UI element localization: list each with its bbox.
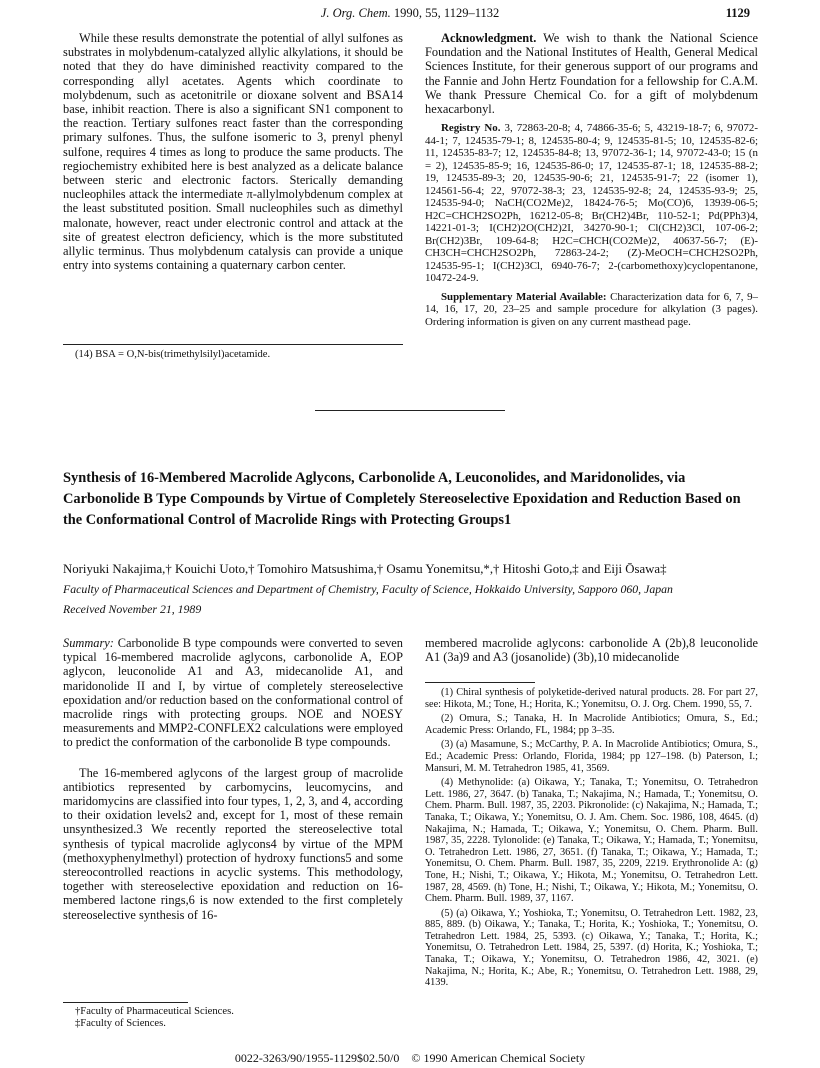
references-list [425,687,758,992]
article-code: 0022-3263/90/1955-1129$02.50/0 [234,1051,400,1065]
bottom-left-column [63,636,403,922]
supplementary-material [425,291,758,329]
reference-item: (1) Chiral synthesis of polyketide-derived natural products. 28. For part 27, see: Hikota, M.; Tone, H.; Horita, K.; Yonemitsu, O. J. Org. Chem. 1990, 55, 7. [425,687,758,710]
running-header [0,6,820,21]
affiliation-footnotes [63,1006,403,1030]
acknowledgment [425,31,758,116]
reference-item: (5) (a) Oikawa, Y.; Yoshioka, T.; Yonemitsu, O. Tetrahedron Lett. 1982, 23, 885, 889. (b) Oikawa, Y.; Tanaka, T.; Horita, K.; Yoshioka, T.; Yonemitsu, O. Tetrahedron Lett. 1984, 25, 5393. (c) Oikawa, Y.; Tanaka, T.; Horita, K.; Yonemitsu, O. Tetrahedron Lett. 1984, 25, 5397. (d) Horita, K.; Yoshioka, T.; Tanaka, T.; Oikawa, Y.; Yonemitsu, O. Tetrahedron 1986, 42, 3021. (e) Nakajima, N.; Horita, K.; Abe, R.; Yonemitsu, O. Tetrahedron Lett. 1988, 29, 4139. [425,907,758,989]
page-footer [0,1051,820,1066]
body-paragraph: While these results demonstrate the potential of allyl sulfones as substrates in molybdenum-catalyzed allylic alkylations, it should be noted that they do have diminished reactivity compared to the corresponding allyl acetates. Agents which coordinate to molybdenum, such as acetonitrile or dioxane solvent and BSA14 base, inhibit reaction. There is also a significant SN1 component to the reaction. Tertiary sulfones react faster than the corresponding primary sulfones. Thus, the sulfone isomeric to 3, prenyl phenyl sulfone, requires 4 times as long to produce the same products. The regiochemistry exhibited here is best analyzed as a delicate balance between steric and electronic factors. Sterically demanding nucleophiles attack the intermediate π-allylmolybdenum complex at the least substituted position. Small nucleophiles such as dimethyl malonate, however, react under electronic control and attack at the site of greatest electron deficiency, which is the more substituted allylic terminus. Thus molybdenum catalysis can provide a unique entry into systems containing a quaternary carbon center. [63,31,403,273]
article-separator [315,410,505,411]
footnote-dagger: †Faculty of Pharmaceutical Sciences. [75,1006,234,1017]
summary [63,636,403,750]
bottom-right-column [425,636,758,664]
top-right-column [425,31,758,328]
affiliation: Faculty of Pharmaceutical Sciences and Department of Chemistry, Faculty of Science, Hokkaido University, Sapporo 060, Japan [63,582,673,596]
journal-citation: 1990, 55, 1129–1132 [393,6,500,20]
registry-numbers [425,122,758,285]
copyright: © 1990 American Chemical Society [411,1051,586,1065]
affiliation-footnote-rule [63,1002,188,1003]
reference-item: (3) (a) Masamune, S.; McCarthy, P. A. In Macrolide Antibiotics; Omura, S., Ed.; Academic Press: Orlando, Florida, 1984; pp 127–198. (b) Paterson, I.; Mansuri, M. M. Tetrahedron 1985, 41, 3569. [425,739,758,774]
footnote-double-dagger: ‡Faculty of Sciences. [75,1018,166,1030]
acknowledgment-text: We wish to thank the National Science Foundation and the National Institutes of Health, General Medical Sciences Institute, for their generous support of our programs and the Fannie and John Hertz Foundation for a fellowship for C.A.M. We thank Pressure Chemical Co. for a gift of molybdenum hexacarbonyl. [425,31,758,117]
article-title: Synthesis of 16-Membered Macrolide Aglycons, Carbonolide A, Leuconolides, and Maridonolides, via Carbonolide B Type Compounds by Virtue of Completely Stereoselective Epoxidation and Reduction Based on the Conformational Control of Macrolide Rings with Protecting Groups1 [63,470,741,528]
top-left-column [63,31,403,272]
registry-heading: Registry No. [441,122,501,135]
acknowledgment-heading: Acknowledgment. [441,31,537,45]
summary-heading: Summary: [63,636,114,650]
introduction-paragraph: The 16-membered aglycons of the largest group of macrolide antibiotics represented by carbomycins, leucomycins, and maridomycins are classified into four types, 1, 2, 3, and 4, according to their oxidation levels2 and, except for 1, most of these remain unsynthesized.3 We recently reported the stereoselective total synthesis of typical macrolide aglycons4 by virtue of the MPM (methoxyphenylmethyl) protection of hydroxy functions5 and some stereocontrolled reactions in acyclic systems. This methodology, together with stereoselective epoxidation and reduction on 16-membered lactone rings,6 is now extended to the first completely stereoselective synthesis of 16- [63,765,403,922]
authors: Noriyuki Nakajima,† Kouichi Uoto,† Tomohiro Matsushima,† Osamu Yonemitsu,*,† Hitoshi Goto,‡ and Eiji Ōsawa‡ [63,562,667,576]
footnote-rule [63,344,403,345]
summary-text: Carbonolide B type compounds were converted to seven typical 16-membered macrolide aglycons, carbonolide A, EOP aglycon, leuconolide A1 and A3, midecanolide A1, and maridonolide II and I, by virtue of completely stereoselective epoxidation and/or reduction based on the conformational control of macrolide rings with protecting groups. NOE and NOESY measurements and MMP2-CONFLEX2 calculations were employed to predict the conformation of the carbonolide B type compounds. [63,636,403,750]
registry-text: 3, 72863-20-8; 4, 74866-35-6; 5, 43219-18-7; 6, 97072-44-1; 7, 124535-79-1; 8, 124535-80-4; 9, 124535-81-5; 10, 124535-82-6; 11, 124535-83-7; 12, 124535-84-8; 13, 97072-36-1; 14, 97072-43-0; 15 (n = 2), 124535-85-9; 16, 124535-86-0; 17, 124535-87-1; 18, 124535-88-2; 19, 124535-89-3; 20, 124535-90-6; 21, 124535-91-7; 22 (isomer 1), 124561-56-4; 22, 97072-38-3; 23, 124535-92-8; 24, 124535-93-9; 25, 124535-94-0; NaCH(CO2Me)2, 18424-76-5; Mo(CO)6, 13939-06-5; H2C=CHCH2SO2Ph, 16212-05-8; Br(CH2)4Br, 110-52-1; Pd(PPh3)4, 14221-01-3; I(CH2)2O(CH2)2I, 34270-90-1; Cl(CH2)3Cl, 107-06-2; Br(CH2)3Br, 109-64-8; H2C=CHCH(CO2Me)2, 40637-56-7; (E)-CH3CH=CHCH2SO2Ph, 72863-24-2; (Z)-MeOCH=CHCH2SO2Ph, 124535-95-1; I(CH2)3Cl, 6940-76-7; 2-(carbomethoxy)cyclopentanone, 10472-24-9. [425,122,759,285]
reference-item: (2) Omura, S.; Tanaka, H. In Macrolide Antibiotics; Omura, S., Ed.; Academic Press: Orlando, FL, 1984; pp 3–35. [425,713,758,736]
supplementary-heading: Supplementary Material Available: [441,290,607,303]
received-date: Received November 21, 1989 [63,602,202,616]
footnote-14: (14) BSA = O,N-bis(trimethylsilyl)acetamide. [75,349,271,360]
supplementary-text: Characterization data for 6, 7, 9–14, 16, 17, 20, 23–25 and sample procedure for alkylation (3 pages). Ordering information is given on any current masthead page. [425,290,758,328]
reference-item: (4) Methynolide: (a) Oikawa, Y.; Tanaka, T.; Yonemitsu, O. Tetrahedron Lett. 1986, 27, 3647. (b) Tanaka, T.; Nakajima, N.; Hamada, T.; Yonemitsu, O. Chem. Pharm. Bull. 1987, 35, 2203. Pikronolide: (c) Nakajima, N.; Hamada, T.; Tanaka, T.; Oikawa, Y.; Yonemitsu, O. J. Am. Chem. Soc. 1986, 108, 4645. (d) Nakajima, N.; Hamada, T.; Oikawa, Y.; Yonemitsu, O. Chem. Pharm. Bull. 1987, 35, 2228. Tylonolide: (e) Tanaka, T.; Oikawa, Y.; Hamada, T.; Yonemitsu, O. Tetrahedron Lett. 1986, 27, 3651. (f) Tanaka, T.; Oikawa, Y.; Hamada, T.; Yonemitsu, O. Chem. Pharm. Bull. 1987, 35, 2209, 2219. Erythronolide A: (g) Tone, H.; Nishi, T.; Oikawa, Y.; Hikota, M.; Yonemitsu, O. Tetrahedron Lett. 1987, 28, 4569. (h) Tone, H.; Nishi, T.; Oikawa, Y.; Hikota, M.; Yonemitsu, O. Chem. Pharm. Bull. 1989, 37, 1167. [425,777,758,905]
page-number: 1129 [725,6,750,20]
journal-name: J. Org. Chem. [320,6,391,20]
continuation-paragraph: membered macrolide aglycons: carbonolide A (2b),8 leuconolide A1 (3a)9 and A3 (josanolide) (3b),10 midecanolide [425,636,758,665]
references-rule [425,682,535,683]
